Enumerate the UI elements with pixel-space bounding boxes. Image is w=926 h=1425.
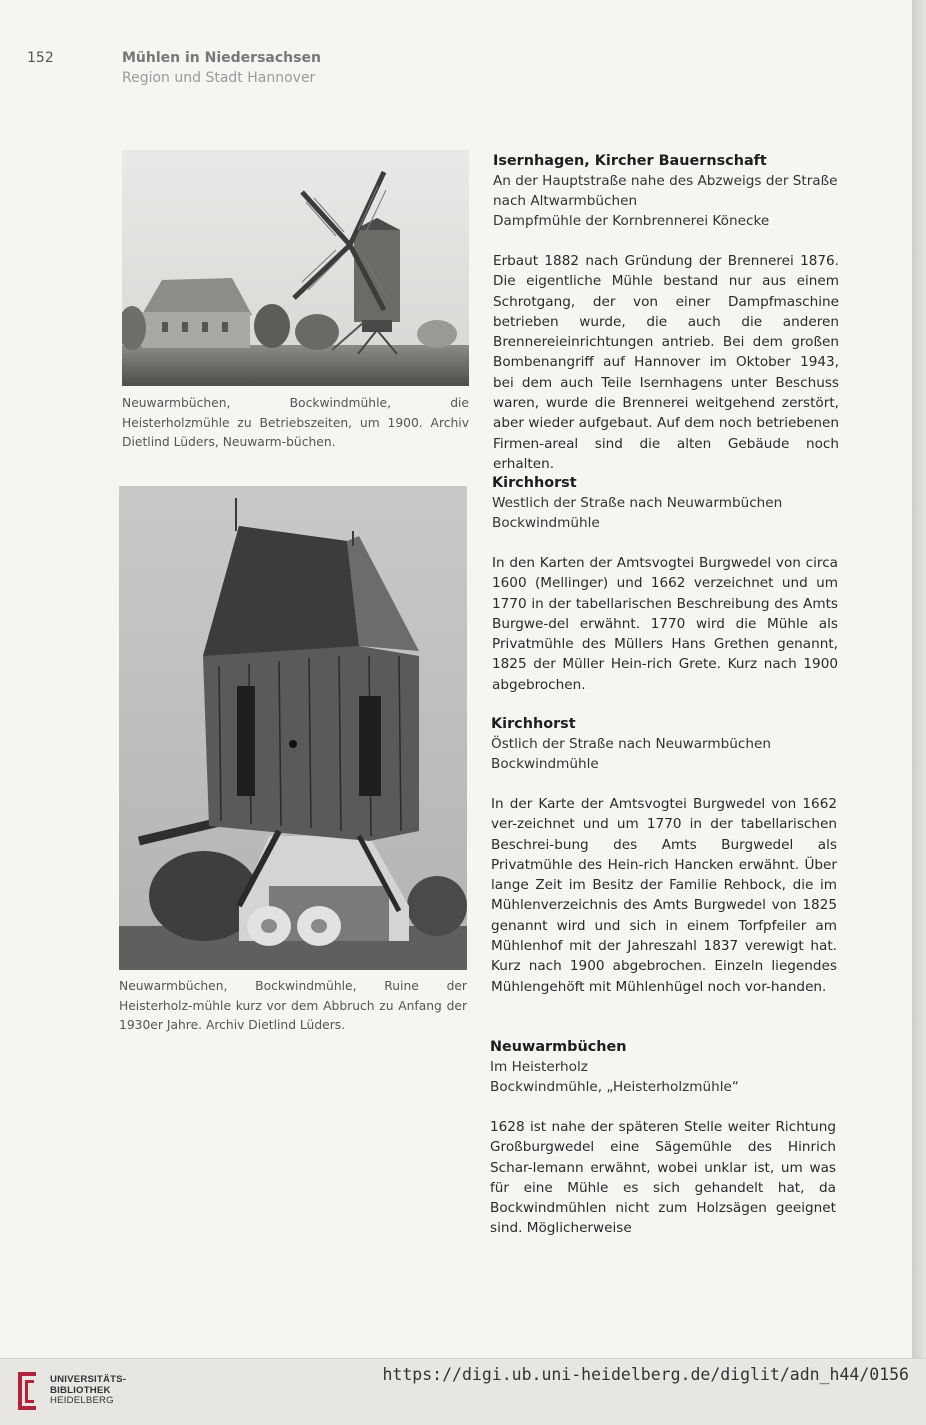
entry-title: Kirchhorst	[491, 716, 576, 732]
page-number: 152	[27, 50, 54, 66]
entry-title: Kirchhorst	[492, 475, 577, 491]
page-edge	[912, 0, 926, 1358]
entry-title: Neuwarmbüchen	[490, 1039, 627, 1055]
entry-kirchhorst-west	[492, 473, 838, 695]
entry-location: Im Heisterholz	[490, 1059, 588, 1075]
library-line-2: BIBLIOTHEK	[50, 1384, 111, 1396]
entry-type: Dampfmühle der Kornbrennerei Könecke	[493, 213, 770, 229]
entry-body: Erbaut 1882 nach Gründung der Brennerei 1876. Die eigentliche Mühle bestand nur aus einem Schrotgang, der von einer Dampfmaschine betrieben wurde, die auch die anderen Brennereieinrichtungen antrieb. Bei dem großen Bombenangriff auf Hannover im Oktober 1943, bei dem auch Teile Isernhagens unter Beschuss waren, wurde die Brennerei weitgehend zerstört, aber wieder aufgebaut. Auf dem noch betriebenen Firmen-areal sind die alten Gebäude noch erhalten.	[493, 253, 839, 472]
source-url-link[interactable]: https://digi.ub.uni-heidelberg.de/diglit/adn_h44/0156	[382, 1365, 909, 1384]
entry-type: Bockwindmühle	[491, 756, 599, 772]
entry-location: An der Hauptstraße nahe des Abzweigs der Straße nach Altwarmbüchen	[493, 173, 838, 209]
running-title: Mühlen in Niedersachsen	[122, 50, 321, 66]
entry-title: Isernhagen, Kircher Bauernschaft	[493, 153, 767, 169]
entry-neuwarmbuechen	[490, 1037, 836, 1239]
library-line-3: HEIDELBERG	[50, 1395, 114, 1407]
photo-caption-1: Neuwarmbüchen, Bockwindmühle, die Heisterholzmühle zu Betriebszeiten, um 1900. Archiv Dietlind Lüders, Neuwarm-büchen.	[122, 396, 469, 449]
entry-type: Bockwindmühle	[492, 515, 600, 531]
photo-heisterholzmuehle-1900	[122, 150, 469, 386]
library-line-1: UNIVERSITÄTS-	[50, 1374, 127, 1385]
entry-body: 1628 ist nahe der späteren Stelle weiter Richtung Großburgwedel eine Sägemühle des Hinrich Schar-lemann erwähnt, wobei unklar ist, um was für eine Mühle es sich gehandelt hat, da Bockwindmühlen nicht zum Holzsägen geeignet sind. Möglicherweise	[490, 1119, 836, 1237]
entry-body: In der Karte der Amtsvogtei Burgwedel von 1662 ver-zeichnet und um 1770 in der tabellarischen Beschrei-bung des Amts Burgwedel als Privatmühle des Hein-rich Hancken erwähnt. Über lange Zeit im Besitz der Familie Rehbock, die im Mühlenverzeichnis des Amts Burgwedel von 1825 genannt wird und sich in einem Torfpfeiler am Mühlenhof mit der Jahreszahl 1837 verewigt hat. Kurz nach 1900 abgebrochen. Einzeln liegendes Mühlengehöft mit Mühlenhügel noch vor-handen.	[491, 796, 837, 995]
photo-caption-2: Neuwarmbüchen, Bockwindmühle, Ruine der Heisterholz-mühle kurz vor dem Abbruch zu Anfang der 1930er Jahre. Archiv Dietlind Lüders.	[119, 979, 467, 1032]
entry-location: Westlich der Straße nach Neuwarmbüchen	[492, 495, 783, 511]
entry-location: Östlich der Straße nach Neuwarmbüchen	[491, 736, 771, 752]
photo-heisterholzmuehle-ruin	[119, 486, 467, 970]
entry-type: Bockwindmühle, „Heisterholzmühle“	[490, 1079, 739, 1095]
entry-isernhagen	[493, 151, 839, 474]
heidelberg-library-logo-icon	[12, 1368, 42, 1414]
entry-body: In den Karten der Amtsvogtei Burgwedel von circa 1600 (Mellinger) und 1662 verzeichnet und um 1770 in der tabellarischen Beschreibung des Amts Burgwe-del erwähnt. 1770 wird die Mühle als Privatmühle des Müllers Hans Grethen genannt, 1825 der Müller Hein-rich Grete. Kurz nach 1900 abgebrochen.	[492, 555, 838, 693]
entry-kirchhorst-ost	[491, 714, 837, 997]
running-subtitle: Region und Stadt Hannover	[122, 70, 316, 86]
library-name[interactable]	[50, 1375, 126, 1407]
footer-bar	[0, 1358, 926, 1425]
